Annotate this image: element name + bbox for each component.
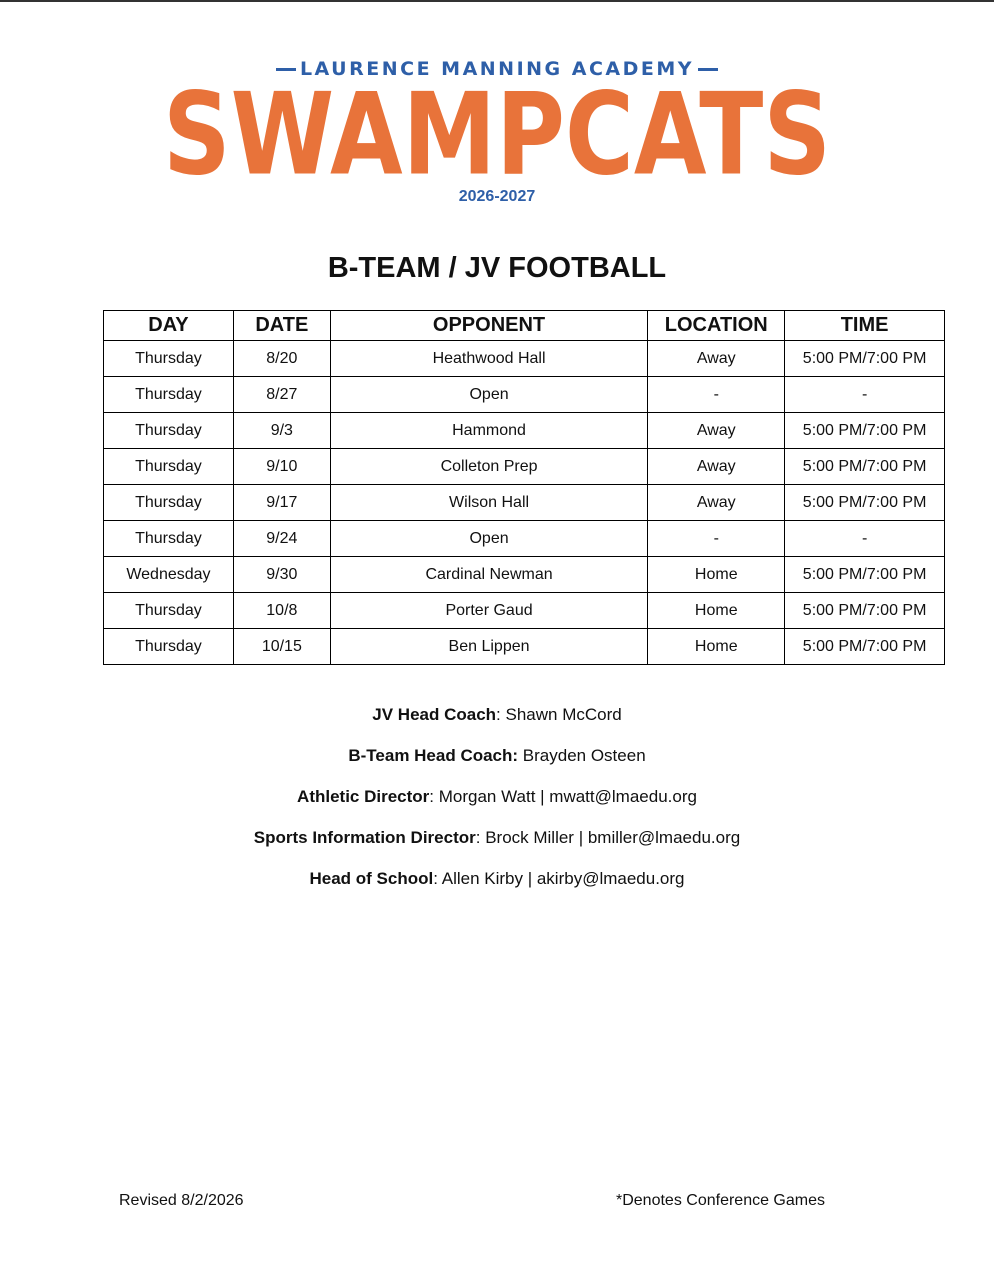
contact-sports-information-director (0, 825, 994, 866)
cell-day: Wednesday (104, 557, 234, 593)
column-header-time: TIME (785, 311, 945, 341)
right-dash (698, 68, 718, 71)
column-header-location: LOCATION (648, 311, 785, 341)
cell-time: - (785, 521, 945, 557)
cell-date: 9/24 (233, 521, 330, 557)
table-row (104, 377, 945, 413)
cell-time: 5:00 PM/7:00 PM (785, 485, 945, 521)
cell-opponent: Wilson Hall (330, 485, 648, 521)
contact-separator: : (496, 705, 506, 724)
contact-separator: : (429, 787, 439, 806)
cell-opponent: Open (330, 377, 648, 413)
contact-label: JV Head Coach (372, 705, 497, 724)
cell-time: 5:00 PM/7:00 PM (785, 449, 945, 485)
column-header-day: DAY (104, 311, 234, 341)
contact-value: Brayden Osteen (522, 746, 646, 765)
swampcats-wordmark-logo (157, 83, 837, 188)
contact-value: Shawn McCord (505, 705, 622, 724)
contact-separator: : (475, 828, 486, 847)
table-row (104, 629, 945, 665)
cell-location: Away (648, 341, 785, 377)
contact-label: Sports Information Director (253, 828, 476, 847)
contact-jv-head-coach (0, 702, 994, 743)
schedule-table (103, 310, 945, 665)
contact-value: Morgan Watt | mwatt@lmaedu.org (438, 787, 697, 806)
cell-day: Thursday (104, 413, 234, 449)
table-row (104, 521, 945, 557)
table-row (104, 449, 945, 485)
contact-label: Athletic Director (297, 787, 430, 806)
contact-athletic-director (0, 784, 994, 825)
cell-time: 5:00 PM/7:00 PM (785, 593, 945, 629)
cell-date: 9/17 (233, 485, 330, 521)
table-row (104, 485, 945, 521)
top-rule (0, 0, 994, 2)
cell-day: Thursday (104, 593, 234, 629)
cell-time: 5:00 PM/7:00 PM (785, 629, 945, 665)
column-header-date: DATE (233, 311, 330, 341)
cell-location: Away (648, 449, 785, 485)
cell-day: Thursday (104, 629, 234, 665)
season-year: 2026-2027 (458, 188, 536, 205)
contact-label: B-Team Head Coach: (348, 746, 519, 765)
left-dash (276, 68, 296, 71)
cell-day: Thursday (104, 521, 234, 557)
wordmark-text: SWAMPCATS (162, 83, 831, 188)
page-title: B-TEAM / JV FOOTBALL (327, 252, 667, 284)
academy-name: LAURENCE MANNING ACADEMY (299, 58, 695, 80)
staff-contacts (0, 702, 994, 907)
cell-opponent: Heathwood Hall (330, 341, 648, 377)
cell-time: 5:00 PM/7:00 PM (785, 413, 945, 449)
cell-opponent: Cardinal Newman (330, 557, 648, 593)
cell-location: Home (648, 557, 785, 593)
contact-value: Allen Kirby | akirby@lmaedu.org (441, 869, 685, 888)
cell-location: Away (648, 413, 785, 449)
conference-games-note: *Denotes Conference Games (616, 1192, 825, 1209)
cell-date: 8/27 (233, 377, 330, 413)
cell-location: Home (648, 629, 785, 665)
contact-head-of-school (0, 866, 994, 907)
table-row (104, 557, 945, 593)
cell-location: Away (648, 485, 785, 521)
table-row (104, 593, 945, 629)
cell-opponent: Ben Lippen (330, 629, 648, 665)
cell-day: Thursday (104, 377, 234, 413)
cell-date: 10/8 (233, 593, 330, 629)
cell-date: 9/10 (233, 449, 330, 485)
table-header-row (104, 311, 945, 341)
cell-date: 10/15 (233, 629, 330, 665)
table-row (104, 413, 945, 449)
cell-opponent: Porter Gaud (330, 593, 648, 629)
cell-location: Home (648, 593, 785, 629)
contact-bteam-head-coach (0, 743, 994, 784)
column-header-opponent: OPPONENT (330, 311, 648, 341)
cell-date: 9/30 (233, 557, 330, 593)
cell-time: 5:00 PM/7:00 PM (785, 557, 945, 593)
cell-opponent: Colleton Prep (330, 449, 648, 485)
cell-opponent: Open (330, 521, 648, 557)
cell-time: - (785, 377, 945, 413)
cell-location: - (648, 377, 785, 413)
contact-separator: : (433, 869, 442, 888)
school-header (0, 55, 994, 206)
revised-date: Revised 8/2/2026 (119, 1192, 244, 1209)
cell-day: Thursday (104, 449, 234, 485)
contact-label: Head of School (309, 869, 434, 888)
cell-time: 5:00 PM/7:00 PM (785, 341, 945, 377)
cell-date: 8/20 (233, 341, 330, 377)
table-row (104, 341, 945, 377)
contact-value: Brock Miller | bmiller@lmaedu.org (485, 828, 741, 847)
cell-day: Thursday (104, 485, 234, 521)
cell-opponent: Hammond (330, 413, 648, 449)
cell-day: Thursday (104, 341, 234, 377)
cell-date: 9/3 (233, 413, 330, 449)
academy-name-line (0, 55, 994, 83)
cell-location: - (648, 521, 785, 557)
